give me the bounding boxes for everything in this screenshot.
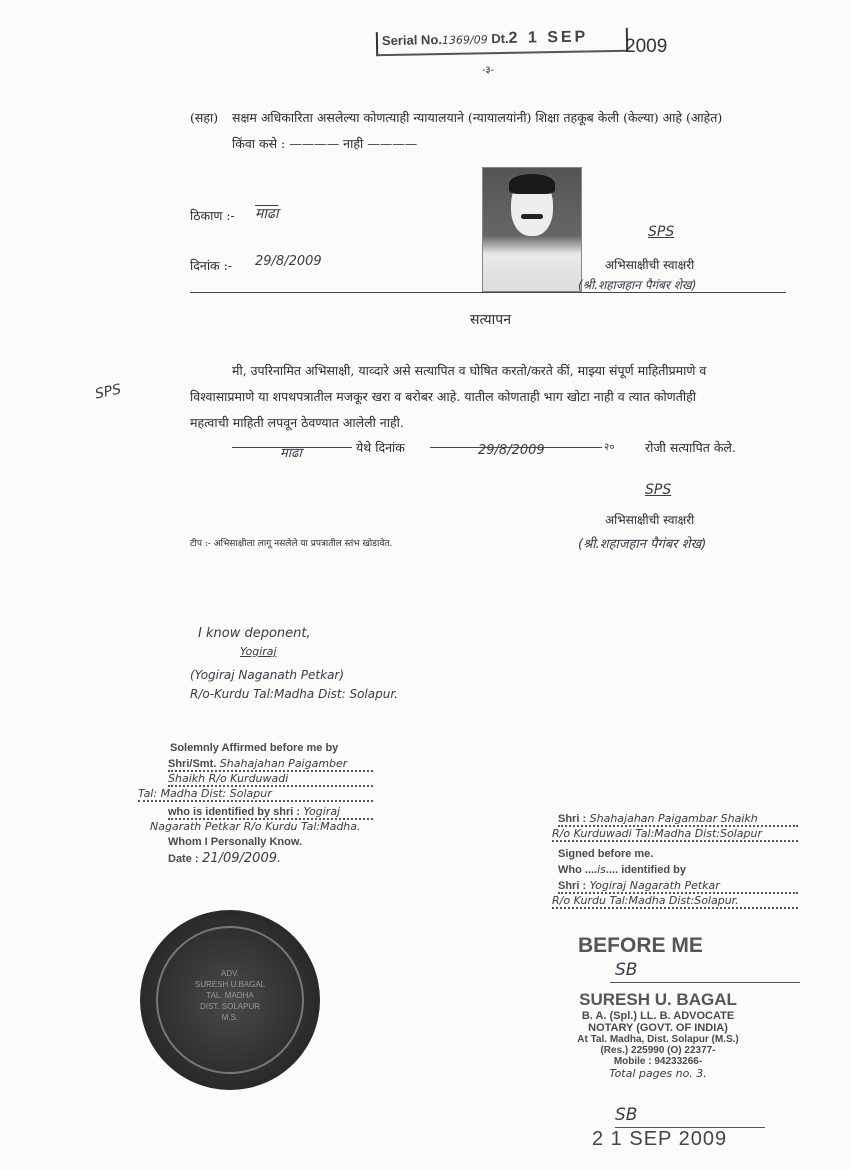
margin-initials: SPS: [93, 381, 123, 403]
signed-identifier: Yogiraj Nagarath Petkar: [589, 879, 720, 892]
serial-number-stamp: [376, 28, 628, 56]
affirmation-heading: Solemnly Affirmed before me by: [170, 742, 339, 754]
total-pages: Total pages no. 3.: [609, 1067, 707, 1080]
signature-line: [610, 982, 800, 983]
verification-place: माढा: [280, 446, 302, 461]
page-number: -३-: [482, 65, 494, 76]
identifier-signature: Yogiraj: [240, 645, 277, 658]
verification-para-1: मी, उपरिनामित अभिसाक्षी, याव्दारे असे सत्यापित व घोषित करतो/करते कीं, माझ्या संपूर्ण माहितीप्रमाणे व: [232, 363, 707, 378]
at-date-label: येथे दिनांक: [356, 440, 405, 455]
notary-name: SURESH U. BAGAL: [579, 990, 737, 1009]
affirmant-name-2: Shaikh R/o Kurduwadi: [168, 772, 373, 787]
affirmation-date: 21/09/2009.: [202, 851, 282, 866]
who-label: Who: [558, 864, 582, 876]
notary-phones: (Res.) 225990 (O) 22377-: [600, 1045, 716, 1056]
identifier-name-1: Yogiraj: [303, 805, 341, 818]
date-stamp: 2 1 SEP 2009: [592, 1128, 728, 1150]
signed-name: Shahajahan Paigambar Shaikh: [589, 812, 758, 825]
verification-para-2: विश्वासाप्रमाणे या शपथपत्रातील मजकूर खरा व बरोबर आहे. यातील कोणताही भाग खोटा नाही व त्यात कोणतीही: [190, 389, 696, 404]
affirmant-name-3: Tal: Madha Dist: Solapur: [138, 787, 373, 802]
verification-note: टीप :- अभिसाक्षीला लागू नसलेले या प्रपत्रातील स्तंभ खोडावेत.: [190, 539, 393, 549]
identifier-line-1: I know deponent,: [198, 626, 311, 641]
identified-by: identified by: [621, 864, 686, 876]
notary-address: At Tal. Madha, Dist. Solapur (M.S.): [577, 1034, 739, 1045]
who-value: is: [597, 863, 606, 876]
affirmant-name-1: Shahajahan Paigamber: [219, 757, 348, 770]
notary-qualification: B. A. (Spl.) LL. B. ADVOCATE: [581, 1010, 735, 1022]
notary-mobile: Mobile : 94233266-: [613, 1056, 703, 1067]
signed-shri-label: Shri :: [558, 813, 587, 825]
signed-before: Signed before me.: [558, 848, 654, 860]
clause-prefix: (सहा): [190, 110, 219, 125]
signed-identifier-address: R/o Kurdu Tal:Madha Dist:Solapur.: [552, 894, 798, 909]
serial-label: Serial No.: [381, 32, 443, 49]
signature-label: अभिसाक्षीची स्वाक्षरी: [605, 258, 695, 272]
verification-para-3: महत्वाची माहिती लपवून ठेवण्यात आलेली नाही.: [190, 415, 404, 430]
identifier-line-3: R/o-Kurdu Tal:Madha Dist: Solapur.: [190, 687, 398, 701]
serial-value: 1369/09: [441, 33, 488, 48]
verification-date: 29/8/2009: [478, 443, 545, 458]
identifier-line-2: (Yogiraj Naganath Petkar): [190, 668, 345, 682]
verification-closing: रोजी सत्यापित केले.: [645, 440, 736, 455]
date-label: Dt.: [491, 30, 509, 47]
serial-year: 2009: [625, 36, 668, 57]
year-prefix: २०: [604, 442, 615, 453]
notary-title: NOTARY (GOVT. OF INDIA): [588, 1022, 728, 1034]
notary-seal: ADV. SURESH U.BAGAL TAL. MADHA DIST. SOLAPUR M.S.: [140, 910, 320, 1090]
signed-address: R/o Kurduwadi Tal:Madha Dist:Solapur: [552, 827, 798, 842]
place-label: ठिकाण :-: [190, 208, 235, 223]
identifier-name-2: Nagarath Petkar R/o Kurdu Tal:Madha.: [150, 820, 361, 833]
notary-signature-2: SB: [615, 1105, 638, 1125]
deponent-signature: SPS: [648, 224, 675, 240]
before-me: BEFORE ME: [578, 934, 703, 957]
date-value: 2 1 SEP: [508, 28, 589, 47]
verification-signature-label: अभिसाक्षीची स्वाक्षरी: [605, 513, 695, 527]
date-label: दिनांक :-: [190, 258, 233, 273]
shri-label: Shri/Smt.: [168, 758, 217, 770]
place-value: माढा: [255, 206, 279, 222]
clause-line-2: किंवा कसे : ———— नाही ————: [232, 136, 418, 151]
verification-deponent-name: (श्री.शहाजहान पैगंबर शेख): [578, 537, 707, 552]
affirmation-date-label: Date :: [168, 853, 199, 865]
divider: [190, 292, 786, 293]
deponent-name: (श्री.शहाजहान पैगंबर शेख): [578, 278, 697, 292]
verification-signature: SPS: [645, 482, 672, 498]
notary-details: [548, 990, 768, 1080]
deponent-photo: [482, 167, 582, 292]
signed-shri2-label: Shri :: [558, 880, 587, 892]
personally-know: Whom I Personally Know.: [168, 836, 303, 848]
affirmation-name-block: [138, 757, 373, 866]
verification-title: सत्यापन: [470, 312, 511, 328]
notary-signature: SB: [615, 960, 638, 980]
clause-line-1: सक्षम अधिकारिता असलेल्या कोणत्याही न्यायालयाने (न्यायालयांनी) शिक्षा तहकूब केली (केल्या) आहे (आहेत): [232, 110, 723, 125]
date-value: 29/8/2009: [255, 254, 322, 269]
identified-label: who is identified by shri :: [168, 806, 301, 818]
signed-stamp: Shri : Shahajahan Paigambar Shaikh R/o Kurduwadi Tal:Madha Dist:Solapur Signed before me. Who ....is.... identified by Shri : Yogiraj Nagarath Petkar R/o Kurdu Tal:Madha Dist:Solapur.: [558, 812, 798, 909]
